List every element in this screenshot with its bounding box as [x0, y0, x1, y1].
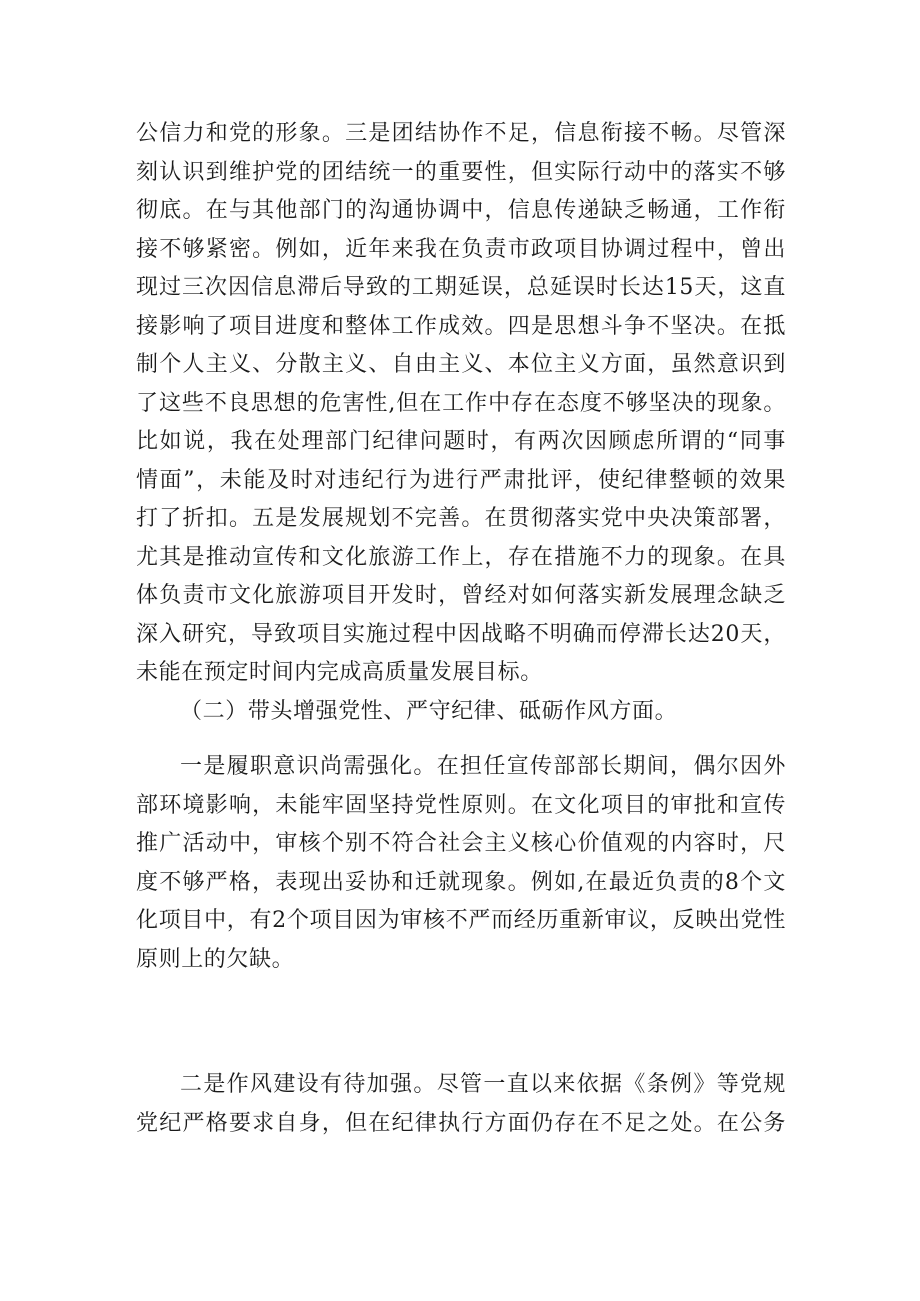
paragraph-2-line: 度不够严格，表现出妥协和迁就现象。例如,在最近负责的8个文 [136, 869, 786, 895]
paragraph-1-line: 比如说，我在处理部门纪律问题时，有两次因顾虑所谓的“同事 [136, 429, 786, 454]
section-heading-block [180, 693, 800, 732]
paragraph-1-line: 打了折扣。五是发展规划不完善。在贯彻落实党中央决策部署， [136, 506, 786, 531]
paragraph-1-line: 深入研究，导致项目实施过程中因战略不明确而停滞长达20天， [136, 621, 786, 647]
paragraph-1-line: 未能在预定时间内完成高质量发展目标。 [136, 660, 543, 685]
paragraph-1-line: 刻认识到维护党的团结统一的重要性，但实际行动中的落实不够 [136, 159, 786, 185]
paragraph-3-line: 党纪严格要求自身，但在纪律执行方面仍存在不足之处。在公务 [136, 1110, 786, 1136]
paragraph-2-line: 一是履职意识尚需强化。在担任宣传部部长期间，偶尔因外 [180, 754, 786, 779]
paragraph-1-line: 体负责市文化旅游项目开发时，曾经对如何落实新发展理念缺乏 [136, 583, 786, 608]
paragraph-1-line: 情面”，未能及时对违纪行为进行严肃批评，使纪律整顿的效果 [136, 467, 786, 493]
paragraph-3 [136, 1066, 786, 1143]
paragraph-1-line: 了这些不良思想的危害性,但在工作中存在态度不够坚决的现象。 [136, 390, 786, 416]
paragraph-2 [136, 748, 786, 979]
paragraph-2-line: 推广活动中，审核个别不符合社会主义核心价值观的内容时，尺 [136, 831, 786, 856]
section-heading: （二）带头增强党性、严守纪律、砥砺作风方面。 [180, 699, 678, 724]
paragraph-1-line: 彻底。在与其他部门的沟通协调中，信息传递缺乏畅通，工作衔 [136, 198, 786, 223]
paragraph-1-line: 公信力和党的形象。三是团结协作不足，信息衔接不畅。尽管深 [136, 121, 786, 146]
paragraph-1-line: 接影响了项目进度和整体工作成效。四是思想斗争不坚决。在抵 [136, 313, 786, 339]
paragraph-2-line: 部环境影响，未能牢固坚持党性原则。在文化项目的审批和宣传 [136, 792, 786, 818]
paragraph-1-line: 制个人主义、分散主义、自由主义、本位主义方面，虽然意识到 [136, 352, 786, 377]
paragraph-1 [136, 115, 786, 693]
paragraph-3-line: 二是作风建设有待加强。尽管一直以来依据《条例》等党规 [180, 1072, 786, 1097]
paragraph-2-line: 化项目中，有2个项目因为审核不严而经历重新审议，反映出党性 [136, 908, 786, 933]
paragraph-1-line: 尤其是推动宣传和文化旅游工作上，存在措施不力的现象。在具 [136, 544, 786, 570]
paragraph-2-line: 原则上的欠缺。 [136, 946, 295, 972]
paragraph-1-line: 接不够紧密。例如，近年来我在负责市政项目协调过程中，曾出 [136, 236, 786, 262]
paragraph-1-line: 现过三次因信息滞后导致的工期延误，总延误时长达15天，这直 [136, 275, 786, 300]
